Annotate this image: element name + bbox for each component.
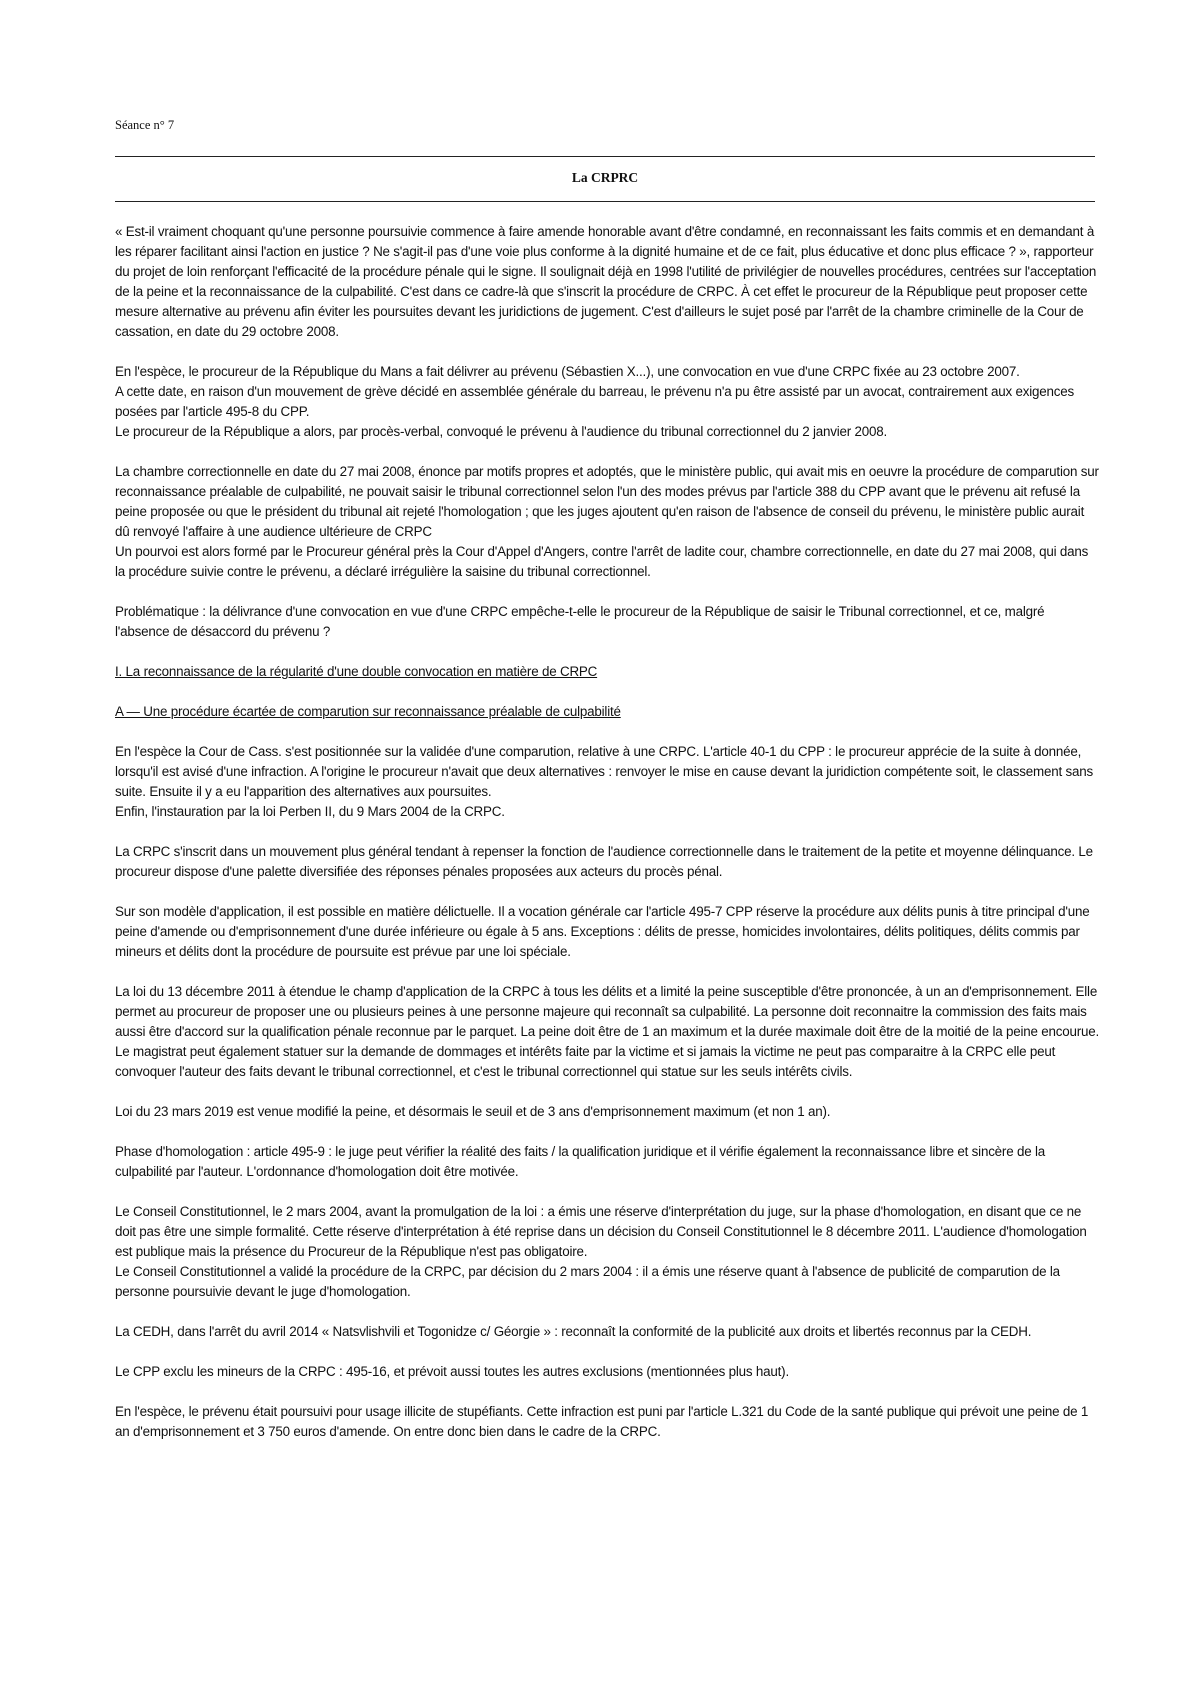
session-number: Séance n° 7 <box>115 118 175 132</box>
body-paragraph: La loi du 13 décembre 2011 à étendue le champ d'application de la CRPC à tous les délits et a limité la peine susceptible d'être prononcée, à un an d'emprisonnement. Elle permet au procureur de proposer une ou plusieurs peines à une personne majeure qui reconnaît sa culpabilité. La personne doit reconnaitre la commission des faits mais aussi être d'accord sur la qualification pénale reconnue par le parquet. La peine doit être de 1 an maximum et la durée maximale doit être de la moitié de la peine encourue. Le magistrat peut également statuer sur la demande de dommages et intérêts faite par la victime et si jamais la victime ne peut pas comparaitre à la CRPC elle peut convoquer l'auteur des faits devant le tribunal correctionnel, et c'est le tribunal correctionnel qui statue sur les seuls intérêts civils. <box>115 984 1100 1079</box>
facts-paragraph: En l'espèce, le procureur de la République du Mans a fait délivrer au prévenu (Sébastien X...), une convocation en vue d'une CRPC fixée au 23 octobre 2007. A cette date, en raison d'un mouvement de grève décidé en assemblée générale du barreau, le prévenu n'a pu être assisté par un avocat, contrairement aux exigences posées par l'article 495-8 du CPP. Le procureur de la République a alors, par procès-verbal, convoqué le prévenu à l'audience du tribunal correctionnel du 2 janvier 2008. <box>115 364 1075 439</box>
top-rule <box>115 156 1095 157</box>
body-paragraph: Loi du 23 mars 2019 est venue modifié la peine, et désormais le seuil et de 3 ans d'emprisonnement maximum (et non 1 an). <box>115 1104 831 1119</box>
body-paragraph: En l'espèce, le prévenu était poursuivi pour usage illicite de stupéfiants. Cette infraction est puni par l'article L.321 du Code de la santé publique qui prévoit une peine de 1 an d'emprisonnement et 3 750 euros d'amende. On entre donc bien dans le cadre de la CRPC. <box>115 1404 1089 1439</box>
intro-paragraph: « Est-il vraiment choquant qu'une personne poursuivie commence à faire amende honorable avant d'être condamné, en reconnaissant les faits commis et en demandant à les réparer facilitant ainsi l'action en justice ? Ne s'agit-il pas d'une voie plus conforme à la dignité humaine et de ce fait, plus éducative et donc plus efficace ? », rapporteur du projet de loin renforçant l'efficacité de la procédure pénale qui le signe. Il soulignait déjà en 1998 l'utilité de privilégier de nouvelles procédures, centrées sur l'acceptation de la peine et la reconnaissance de la culpabilité. C'est dans ce cadre-là que s'inscrit la procédure de CRPC. À cet effet le procureur de la République peut proposer cette mesure alternative au prévenu afin éviter les poursuites devant les juridictions de jugement. C'est d'ailleurs le sujet posé par l'arrêt de la chambre criminelle de la Cour de cassation, en date du 29 octobre 2008. <box>115 224 1097 339</box>
body-paragraph: Le CPP exclu les mineurs de la CRPC : 495-16, et prévoit aussi toutes les autres exclusions (mentionnées plus haut). <box>115 1364 789 1379</box>
section-heading-1: I. La reconnaissance de la régularité d'une double convocation en matière de CRPC <box>115 664 598 679</box>
body-paragraph: La CRPC s'inscrit dans un mouvement plus général tendant à repenser la fonction de l'audience correctionnelle dans le traitement de la petite et moyenne délinquance. Le procureur dispose d'une palette diversifiée des réponses pénales proposées aux acteurs du procès pénal. <box>115 844 1093 879</box>
subsection-heading-a: A — Une procédure écartée de comparution sur reconnaissance préalable de culpabilité <box>115 704 621 719</box>
body-paragraph: Le Conseil Constitutionnel, le 2 mars 2004, avant la promulgation de la loi : a émis une réserve d'interprétation du juge, sur la phase d'homologation, en disant que ce ne doit pas être une simple formalité. Cette réserve d'interprétation à été reprise dans un décision du Conseil Constitutionnel le 8 décembre 2011. L'audience d'homologation est publique mais la présence du Procureur de la République n'est pas obligatoire. Le Conseil Constitutionnel a validé la procédure de la CRPC, par décision du 2 mars 2004 : il a émis une réserve quant à l'absence de publicité de comparution de la personne poursuivie devant le juge d'homologation. <box>115 1204 1087 1299</box>
bottom-rule <box>115 201 1095 202</box>
document-body <box>115 222 1100 1462</box>
body-paragraph: Phase d'homologation : article 495-9 : le juge peut vérifier la réalité des faits / la qualification juridique et il vérifie également la reconnaissance libre et sincère de la culpabilité par l'auteur. L'ordonnance d'homologation doit être motivée. <box>115 1144 1045 1179</box>
procedure-paragraph: La chambre correctionnelle en date du 27 mai 2008, énonce par motifs propres et adoptés, que le ministère public, qui avait mis en oeuvre la procédure de comparution sur reconnaissance préalable de culpabilité, ne pouvait saisir le tribunal correctionnel selon l'un des modes prévus par l'article 388 du CPP avant que le prévenu ait refusé la peine proposée ou que le président du tribunal ait rejeté l'homologation ; que les juges ajoutent qu'en raison de l'absence de conseil du prévenu, le ministère public aurait dû renvoyé l'affaire à une audience ultérieure de CRPC Un pourvoi est alors formé par le Procureur général près la Cour d'Appel d'Angers, contre l'arrêt de ladite cour, chambre correctionnelle, en date du 27 mai 2008, qui dans la procédure suivie contre le prévenu, a déclaré irrégulière la saisine du tribunal correctionnel. <box>115 464 1099 579</box>
document-title: La CRPRC <box>571 170 639 185</box>
body-paragraph: Sur son modèle d'application, il est possible en matière délictuelle. Il a vocation générale car l'article 495-7 CPP réserve la procédure aux délits punis à titre principal d'une peine d'amende ou d'emprisonnement d'une durée inférieure ou égale à 5 ans. Exceptions : délits de presse, homicides involontaires, délits politiques, délits commis par mineurs et délits dont la procédure de poursuite est prévue par une loi spéciale. <box>115 904 1090 959</box>
body-paragraph: La CEDH, dans l'arrêt du avril 2014 « Natsvlishvili et Togonidze c/ Géorgie » : reconnaît la conformité de la publicité aux droits et libertés reconnus par la CEDH. <box>115 1324 1032 1339</box>
problem-paragraph: Problématique : la délivrance d'une convocation en vue d'une CRPC empêche-t-elle le procureur de la République de saisir le Tribunal correctionnel, et ce, malgré l'absence de désaccord du prévenu ? <box>115 604 1045 639</box>
body-paragraph: En l'espèce la Cour de Cass. s'est positionnée sur la validée d'une comparution, relative à une CRPC. L'article 40-1 du CPP : le procureur apprécie de la suite à donnée, lorsqu'il est avisé d'une infraction. A l'origine le procureur n'avait que deux alternatives : renvoyer le mise en cause devant la juridiction compétente soit, le classement sans suite. Ensuite il y a eu l'apparition des alternatives aux poursuites. Enfin, l'instauration par la loi Perben II, du 9 Mars 2004 de la CRPC. <box>115 744 1093 819</box>
